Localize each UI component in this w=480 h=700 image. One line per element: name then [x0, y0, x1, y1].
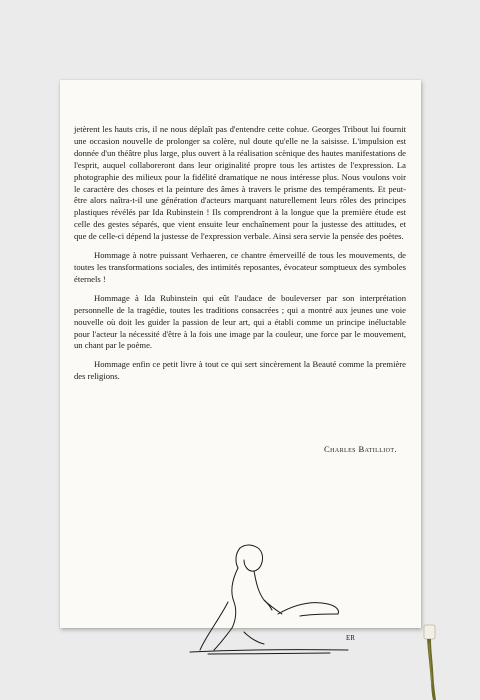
bookmark-ribbon-icon [418, 623, 442, 700]
reclining-figure-icon [160, 540, 370, 665]
paragraph-4: Hommage enfin ce petit livre à tout ce qui sert sincèrement la Beauté comme la première des religions. [74, 359, 406, 382]
paragraph-3: Hommage à Ida Rubinstein qui eût l'audace de bouleverser par son interprétation personnelle de la tragédie, toutes les traditions consacrées ; qui a montré aux jeunes une voie nouvelle où doit les guider la passion de leur art, qui a établi comme un principe inéluctable pour l'acteur la nécessité d'être à la fois une image par la couleur, une force par le mouvement, un chant par le poème. [74, 292, 406, 351]
paragraph-2: Hommage à notre puissant Verhaeren, ce chantre émerveillé de tous les mouvements, de toutes les transformations sociales, des intimités reposantes, évocateur somptueux des symboles éternels ! [74, 250, 406, 284]
monogram: ER [346, 634, 355, 642]
signature: Charles Batilliot. [324, 444, 397, 454]
paragraph-1: jetèrent les hauts cris, il ne nous déplaît pas d'entendre cette cohue. Georges Tribout lui fournit une occasion nouvelle de prolonger sa colère, nul doute qu'elle ne la saisisse. L'impulsion est donnée d'un théâtre plus large, plus ouvert à la réalisation scènique des hautes manifestations de l'esprit, auquel collaboreront dans leur originalité propre tous les artistes de l'expression. La photographie des milieux pour la fidélité dramatique ne nous intéresse plus. Nous voulons voir le caractère des choses et la peinture des âmes à travers le prisme des tempéraments. Et peut-être alors naîtra-t-il une génération d'acteurs marquant naturellement leurs rôles des principes plastiques révélés par Ida Rubinstein ! Ils comprendront à la longue que la première étude est celle des gestes séparés, que vient ensuite leur enchaînement pour la justesse des attitudes, et que de celle-ci dépend la justesse de l'expression verbale. Ainsi sera servie la pensée des poètes. [74, 124, 406, 242]
book-page [60, 80, 421, 642]
page-text [74, 124, 406, 390]
